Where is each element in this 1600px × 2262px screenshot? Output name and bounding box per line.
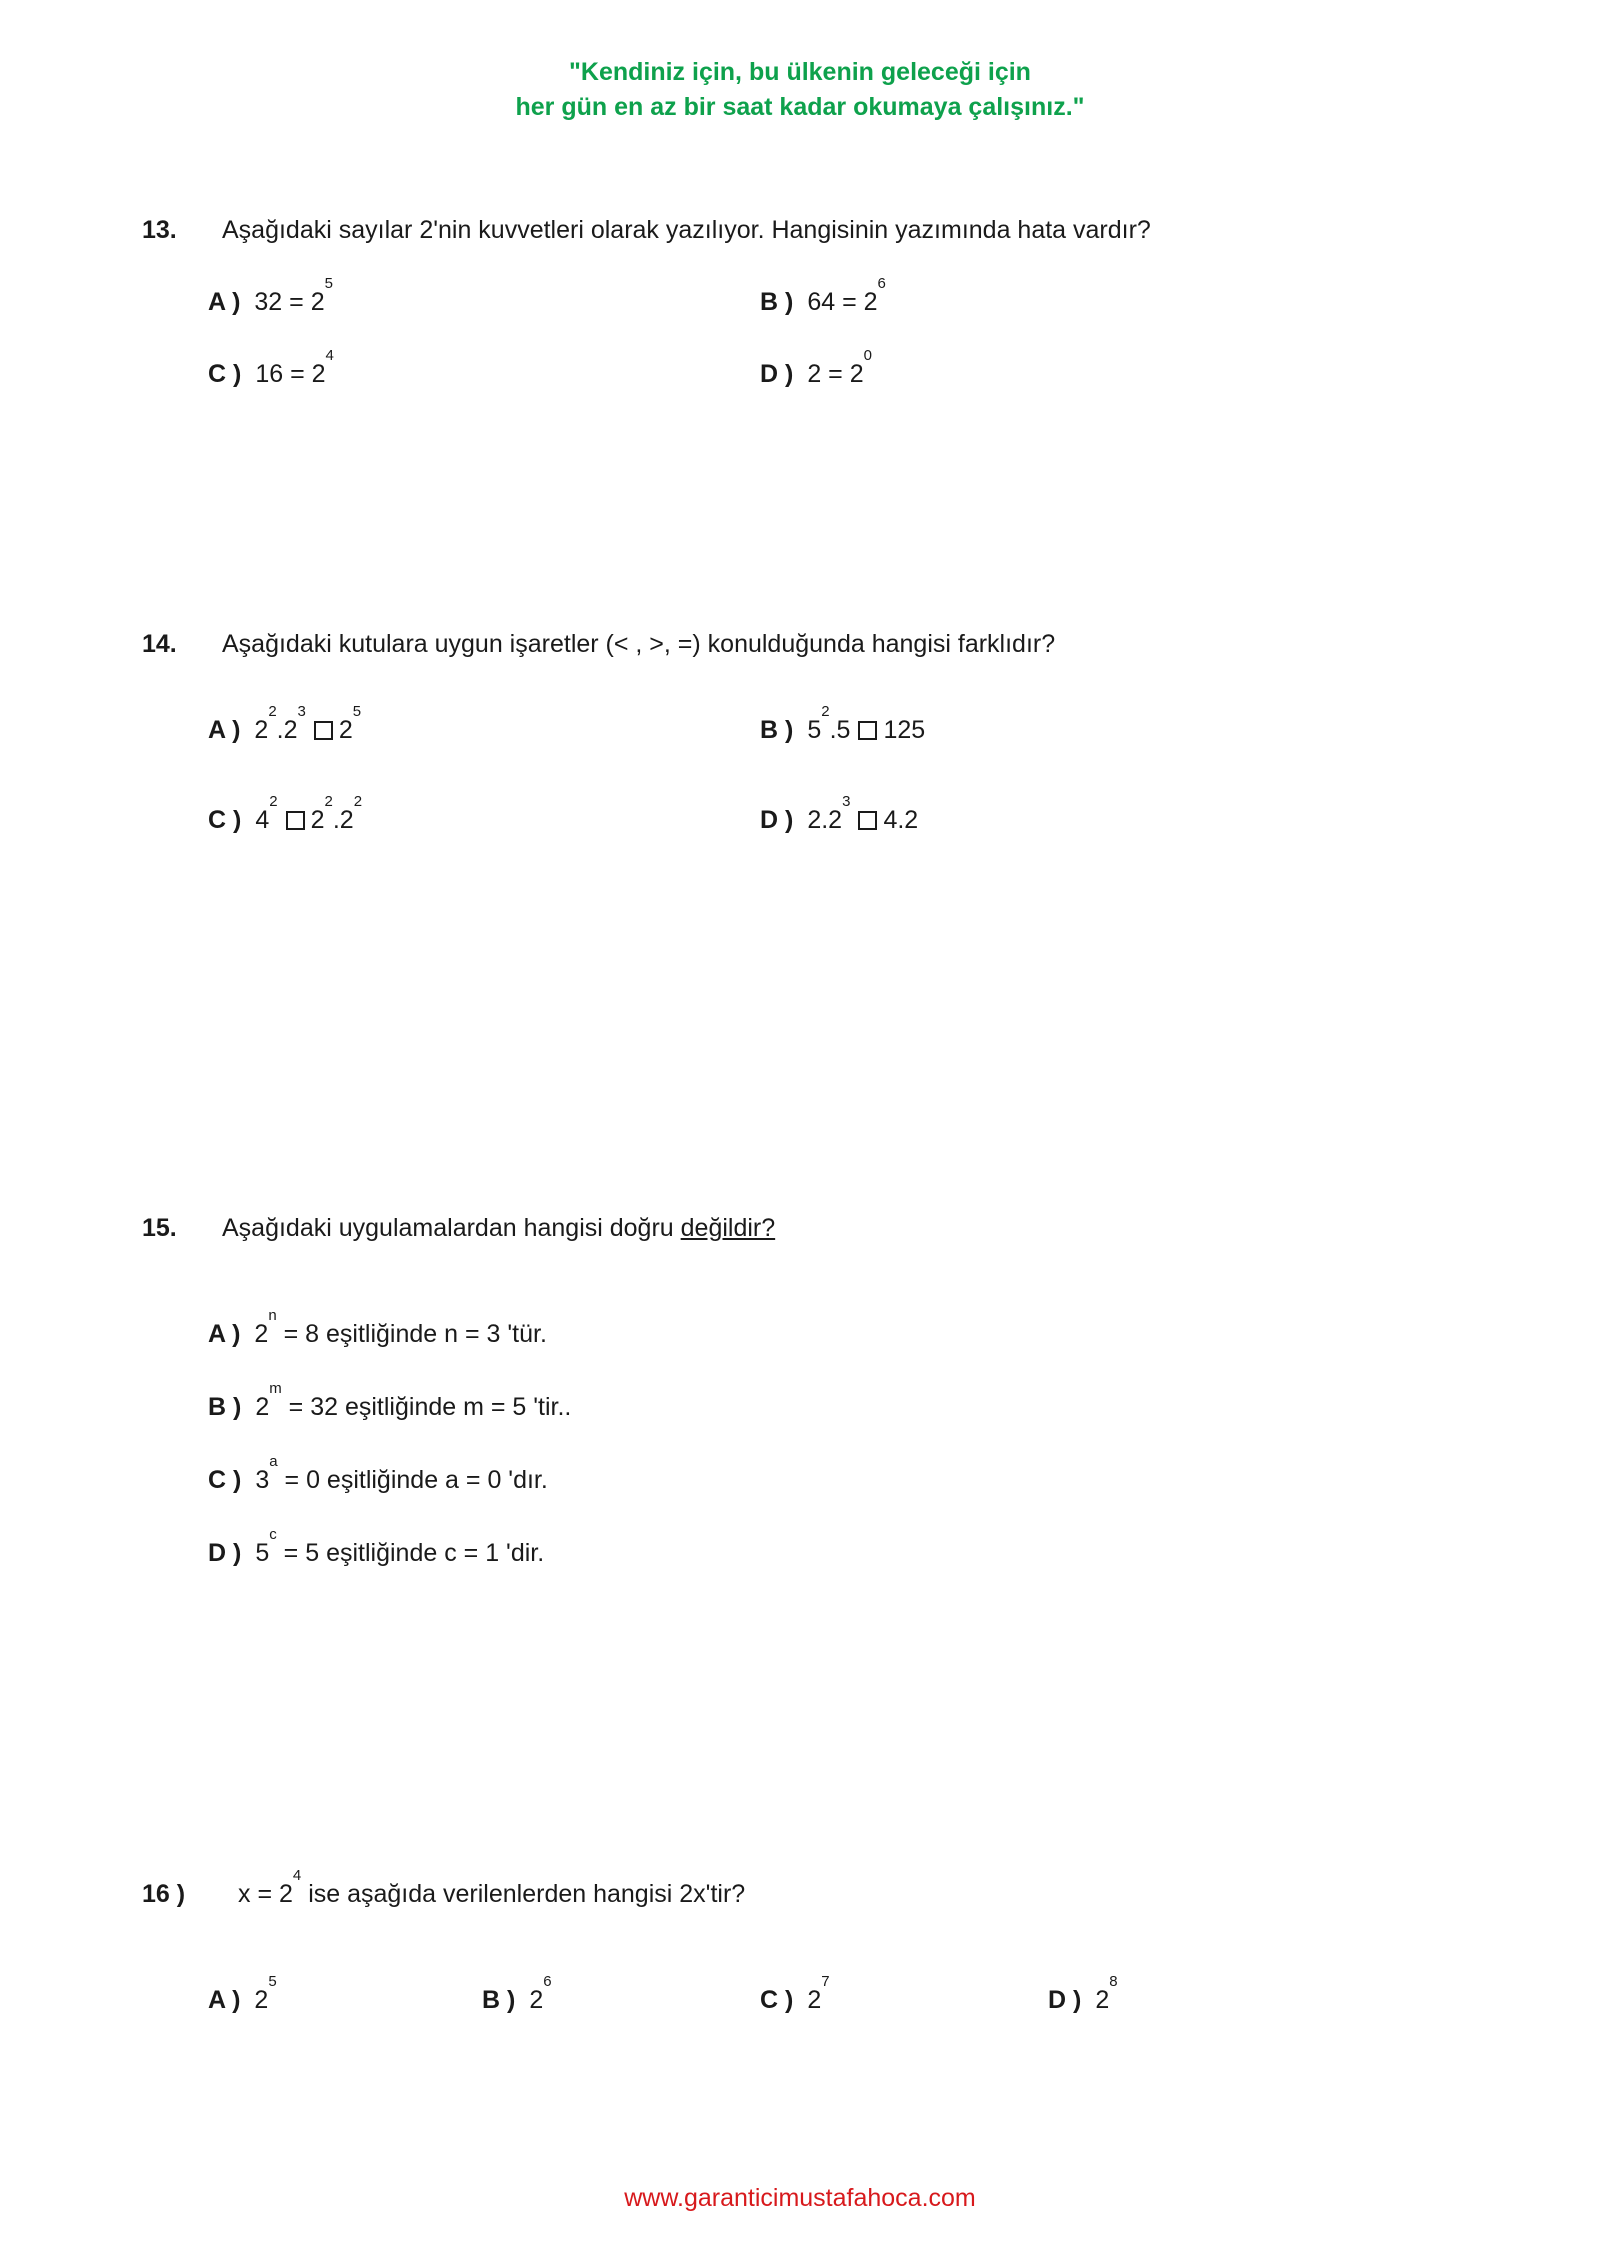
exponent: n [268, 1307, 277, 1324]
question-15-text-main: Aşağıdaki uygulamalardan hangisi doğru [222, 1214, 674, 1242]
exponent: 2 [821, 703, 830, 720]
exponent: 5 [324, 275, 333, 292]
option-expression: 16 = 2 [255, 360, 326, 388]
exponent: a [269, 1453, 278, 1470]
option-statement: = 32 eşitliğinde m = 5 'tir.. [281, 1393, 572, 1421]
exponent: 4 [292, 1867, 302, 1884]
answer-box[interactable] [858, 811, 877, 830]
question-15-negation: değildir? [680, 1214, 776, 1242]
option-letter: A ) [208, 716, 241, 744]
question-13-text: Aşağıdaki sayılar 2'nin kuvvetleri olarak yazılıyor. Hangisinin yazımında hata vardır? [222, 216, 1151, 244]
option-letter: D ) [1048, 1986, 1082, 2014]
question-16-text-post: ise aşağıda verilenlerden hangisi 2x'tir? [301, 1880, 746, 1908]
option-letter: B ) [208, 1393, 242, 1421]
option-expression: 4 [255, 806, 270, 834]
question-14-option-d[interactable] [760, 793, 919, 835]
exponent: 8 [1109, 1973, 1118, 1990]
question-15-option-d[interactable] [208, 1526, 545, 1568]
option-letter: C ) [208, 360, 242, 388]
question-16-option-b[interactable] [482, 1973, 552, 2015]
exponent: c [269, 1526, 277, 1543]
exponent: 2 [269, 793, 278, 810]
question-14-number: 14. [142, 630, 177, 658]
option-expression: 2 = 2 [807, 360, 864, 388]
question-15-text [222, 1214, 775, 1243]
option-expression: 2 [529, 1986, 544, 2014]
option-expression: 125 [883, 716, 926, 744]
option-expression: 32 = 2 [254, 288, 325, 316]
motto-line-2: her gün en az bir saat kadar okumaya çalışınız." [515, 93, 1085, 121]
answer-box[interactable] [286, 811, 305, 830]
exponent: 3 [297, 703, 306, 720]
option-expression: 2 [254, 716, 269, 744]
option-expression: .2 [276, 716, 298, 744]
option-letter: B ) [760, 716, 794, 744]
exponent: 4 [325, 347, 334, 364]
option-expression: 2.2 [807, 806, 843, 834]
question-16-text [238, 1867, 746, 1909]
option-expression: .5 [829, 716, 851, 744]
question-16-number: 16 ) [142, 1880, 186, 1908]
option-expression: 2 [338, 716, 353, 744]
option-letter: C ) [760, 1986, 794, 2014]
question-16-text-pre: x = 2 [238, 1880, 293, 1908]
option-letter: D ) [760, 806, 794, 834]
question-14-option-b[interactable] [760, 703, 926, 745]
question-13-option-d[interactable] [760, 347, 872, 389]
option-expression: 5 [807, 716, 822, 744]
option-letter: C ) [208, 1466, 242, 1494]
exponent: 6 [543, 1973, 552, 1990]
option-expression: 4.2 [883, 806, 919, 834]
exponent: 6 [877, 275, 886, 292]
question-13-option-c[interactable] [208, 347, 334, 389]
option-expression: 2 [254, 1320, 269, 1348]
question-16-option-d[interactable] [1048, 1973, 1118, 2015]
exponent: 3 [842, 793, 851, 810]
question-16-option-c[interactable] [760, 1973, 830, 2015]
footer-url-link[interactable]: www.garanticimustafahoca.com [624, 2184, 976, 2212]
question-15-option-b[interactable] [208, 1380, 572, 1422]
option-letter: C ) [208, 806, 242, 834]
exponent: 2 [268, 703, 277, 720]
answer-box[interactable] [314, 721, 333, 740]
exponent: 5 [268, 1973, 277, 1990]
option-expression: .2 [332, 806, 354, 834]
exponent: 5 [352, 703, 362, 720]
option-statement: = 5 eşitliğinde c = 1 'dir. [276, 1539, 545, 1567]
question-16-option-a[interactable] [208, 1973, 277, 2015]
exponent: 0 [863, 347, 872, 364]
option-letter: A ) [208, 288, 241, 316]
option-statement: = 0 eşitliğinde a = 0 'dır. [277, 1466, 548, 1494]
motto-line-1: "Kendiniz için, bu ülkenin geleceği için [569, 58, 1031, 86]
question-15-number: 15. [142, 1214, 177, 1242]
option-letter: A ) [208, 1986, 241, 2014]
exponent: 2 [353, 793, 363, 810]
question-13-option-b[interactable] [760, 275, 886, 317]
exponent: 2 [324, 793, 333, 810]
option-expression: 2 [310, 806, 325, 834]
option-letter: B ) [482, 1986, 516, 2014]
option-expression: 2 [254, 1986, 269, 2014]
question-13-option-a[interactable] [208, 275, 333, 317]
exponent: 7 [821, 1973, 830, 1990]
option-expression: 64 = 2 [807, 288, 878, 316]
option-expression: 2 [1095, 1986, 1110, 2014]
option-letter: D ) [760, 360, 794, 388]
question-14-option-c[interactable] [208, 793, 363, 835]
option-expression: 5 [255, 1539, 270, 1567]
question-15-option-a[interactable] [208, 1307, 547, 1349]
question-15-option-c[interactable] [208, 1453, 548, 1495]
option-expression: 2 [807, 1986, 822, 2014]
question-14-text: Aşağıdaki kutulara uygun işaretler (< , >, =) konulduğunda hangisi farklıdır? [222, 630, 1056, 658]
question-13-number: 13. [142, 216, 177, 244]
option-letter: B ) [760, 288, 794, 316]
exponent: m [269, 1380, 282, 1397]
question-14-option-a[interactable] [208, 703, 362, 745]
option-expression: 2 [255, 1393, 270, 1421]
option-letter: D ) [208, 1539, 242, 1567]
option-letter: A ) [208, 1320, 241, 1348]
option-statement: = 8 eşitliğinde n = 3 'tür. [276, 1320, 547, 1348]
option-expression: 3 [255, 1466, 270, 1494]
answer-box[interactable] [858, 721, 877, 740]
